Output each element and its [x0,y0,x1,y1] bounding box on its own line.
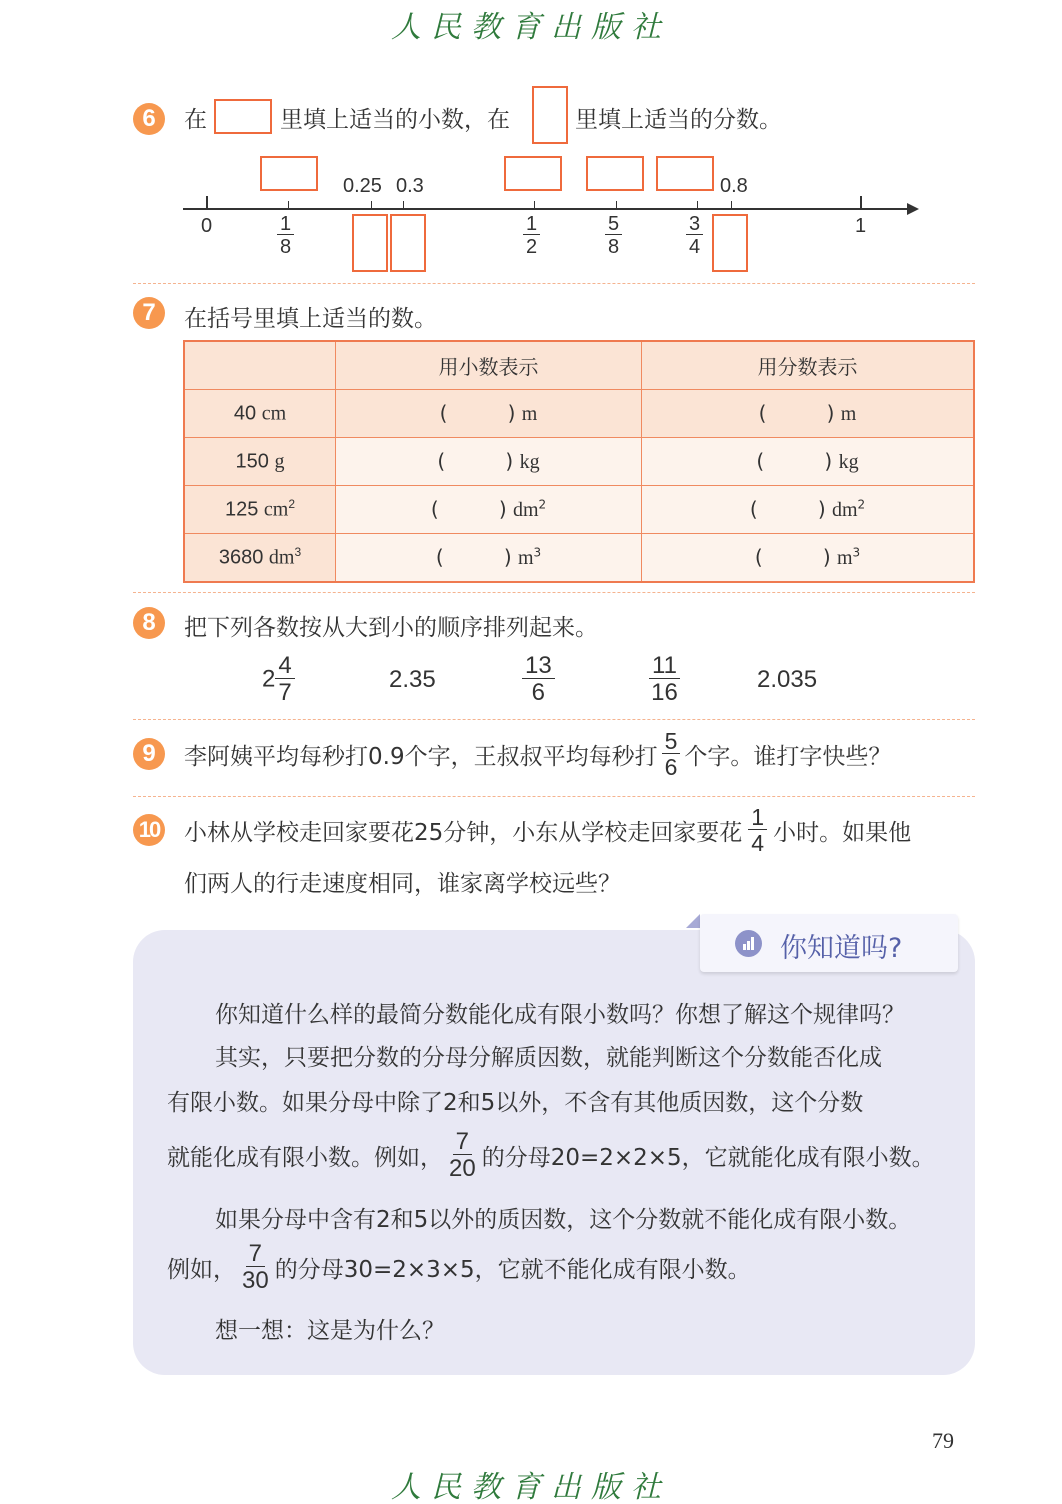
right-paren: ) [507,401,516,425]
denominator: 30 [242,1267,269,1294]
header-empty [184,341,336,390]
left-paren: ( [439,401,448,425]
q9-text [184,730,891,779]
right-paren: ) [824,449,833,473]
fraction-1-2 [523,214,540,257]
left-paren: ( [749,497,758,521]
unit: m [836,547,853,569]
unit-exponent: 2 [288,497,296,512]
denominator: 20 [449,1155,476,1182]
q10-text-3: 们两人的行走速度相同，谁家离学校远些？ [184,871,621,897]
text: 就能化成有限小数。例如， [167,1145,443,1171]
q6-text-2: 里填上适当的小数，在 [280,107,510,133]
numerator: 1 [523,214,540,235]
question-number-6: 6 [133,103,165,135]
fraction-answer-cell[interactable] [642,438,975,486]
divider [133,719,975,720]
label-0: 0 [201,215,213,237]
table-row [184,534,974,583]
unit-exponent: 3 [294,545,302,560]
numerator: 1 [277,214,294,235]
denominator: 6 [531,679,546,706]
number-2.035: 2.035 [757,666,818,693]
fraction-13-6 [522,654,555,705]
answer-box-decimal-5-8[interactable] [586,156,644,191]
header-fraction: 用分数表示 [642,341,975,390]
denominator: 8 [608,236,620,258]
quantity-cell [184,486,336,534]
right-paren: ) [826,401,835,425]
divider [133,796,975,797]
label-0.3: 0.3 [396,175,424,197]
divider [133,283,975,284]
conversion-table [183,340,975,583]
divider [133,592,975,593]
quantity: 40 [233,402,257,425]
left-paren: ( [435,545,444,569]
know-line-2: 其实，只要把分数的分母分解质因数，就能判断这个分数能否化成 [215,1045,882,1071]
denominator: 2 [526,236,538,258]
know-line-5: 如果分母中含有2和5以外的质因数，这个分数就不能化成有限小数。 [215,1207,912,1233]
quantity-cell [184,534,336,583]
left-paren: ( [430,497,439,521]
tick-1-8 [288,201,289,210]
unit: cm [263,498,289,521]
unit-exponent: 3 [533,545,542,560]
header-decimal: 用小数表示 [336,341,642,390]
arrow-icon [907,203,919,215]
tick-0.8 [731,201,732,210]
unit-exponent: 3 [852,545,861,560]
number-2.35: 2.35 [389,666,436,693]
q10-text-2: 小时。如果他 [773,820,912,846]
know-line-1: 你知道什么样的最简分数能化成有限小数吗？你想了解这个规律吗？ [215,1002,905,1028]
fraction-1-8 [277,214,294,257]
answer-box-fraction-0.3[interactable] [390,214,426,272]
number-line-axis [183,208,911,210]
quantity: 3680 [218,546,264,569]
decimal-answer-cell[interactable] [336,534,642,583]
denominator: 16 [651,679,678,706]
q10-text-1: 小林从学校走回家要花25分钟，小东从学校走回家要花 [184,820,743,846]
q9-text-2: 个字。谁打字快些？ [684,744,892,770]
fraction-11-16 [649,654,680,705]
fraction-answer-cell[interactable] [642,534,975,583]
q10-text [184,806,911,855]
question-number-9: 9 [133,738,165,770]
table-row [184,390,974,438]
know-line-4 [167,1130,935,1181]
tick-1-2 [534,201,535,210]
did-you-know-tab [700,914,958,972]
answer-box-decimal-1-2[interactable] [504,156,562,191]
unit: cm [261,402,287,425]
numerator: 7 [246,1242,265,1267]
text: 的分母30=2×3×5，它就不能化成有限小数。 [274,1257,751,1283]
quantity-cell [184,390,336,438]
answer-box-decimal-3-4[interactable] [656,156,714,191]
q6-text-1: 在 [184,107,207,133]
denominator: 8 [280,236,292,258]
unit: m [840,403,857,425]
decimal-answer-cell[interactable] [336,438,642,486]
left-paren: ( [754,545,763,569]
unit: dm [512,499,539,521]
q7-title: 在括号里填上适当的数。 [184,306,437,332]
numerator: 13 [522,654,555,679]
fraction-answer-cell[interactable] [642,486,975,534]
whole-part: 2 [262,665,276,693]
answer-box-decimal-1-8[interactable] [260,156,318,191]
right-paren: ) [498,497,507,521]
right-paren: ) [505,449,514,473]
table-header-row [184,341,974,390]
quantity: 125 [224,498,259,521]
quantity: 150 [235,450,269,473]
q9-text-1: 李阿姨平均每秒打0.9个字，王叔叔平均每秒打 [184,744,658,770]
denominator: 7 [278,679,292,706]
numerator: 11 [649,654,680,679]
question-number-7: 7 [133,297,165,329]
left-paren: ( [758,401,767,425]
label-0.25: 0.25 [343,175,382,197]
page-number: 79 [932,1428,954,1453]
answer-box-fraction-0.25[interactable] [352,214,388,272]
numerator: 5 [605,214,622,235]
left-paren: ( [756,449,765,473]
unit: dm [268,546,295,569]
label-1: 1 [855,215,867,237]
label-0.8: 0.8 [720,175,748,197]
table-row [184,438,974,486]
know-line-3: 有限小数。如果分母中除了2和5以外，不含有其他质因数，这个分数 [167,1090,864,1116]
question-number-8: 8 [133,607,165,639]
text: 的分母20=2×2×5，它就能化成有限小数。 [481,1145,935,1171]
right-paren: ) [503,545,512,569]
numerator: 4 [275,654,294,679]
unit: m [517,547,534,569]
numerator: 7 [453,1130,472,1155]
fraction-answer-cell[interactable] [642,390,975,438]
q6-text-3: 里填上适当的分数。 [575,107,782,133]
unit: m [521,403,538,425]
answer-box-fraction-0.8[interactable] [712,214,748,272]
unit-exponent: 2 [857,497,866,512]
decimal-answer-cell[interactable] [336,486,642,534]
denominator: 6 [664,754,678,780]
tick-0.25 [371,201,372,210]
numerator: 5 [662,730,681,754]
fraction-box-sample [532,86,568,144]
know-line-7: 想一想：这是为什么？ [215,1318,445,1344]
publisher-logo-bottom: 人民教育出版社 [391,1470,671,1504]
did-you-know-title: 你知道吗? [780,933,903,964]
question-number-10: 10 [133,814,165,846]
tick-0 [206,196,208,210]
q8-title: 把下列各数按从大到小的顺序排列起来。 [184,615,598,641]
unit: g [274,450,285,473]
numerator: 1 [748,806,767,830]
unit: dm [831,499,858,521]
mixed-number-2-4-7 [262,654,295,705]
unit: kg [519,451,540,473]
denominator: 4 [689,236,701,258]
table-row [184,486,974,534]
tick-3-4 [697,201,698,210]
tab-corner [686,914,700,928]
tick-0.3 [403,201,404,210]
decimal-box-sample [214,99,272,134]
tick-1 [860,196,862,210]
chart-icon [735,930,762,957]
quantity-cell [184,438,336,486]
unit: kg [838,451,859,473]
fraction-5-8 [605,214,622,257]
unit-exponent: 2 [538,497,547,512]
numerator: 3 [686,214,703,235]
right-paren: ) [817,497,826,521]
know-line-6 [167,1242,751,1293]
publisher-logo-top: 人民教育出版社 [391,10,671,45]
tick-5-8 [616,201,617,210]
right-paren: ) [822,545,831,569]
decimal-answer-cell[interactable] [336,390,642,438]
denominator: 4 [751,830,765,856]
text: 例如， [167,1257,236,1283]
left-paren: ( [437,449,446,473]
fraction-3-4 [686,214,703,257]
